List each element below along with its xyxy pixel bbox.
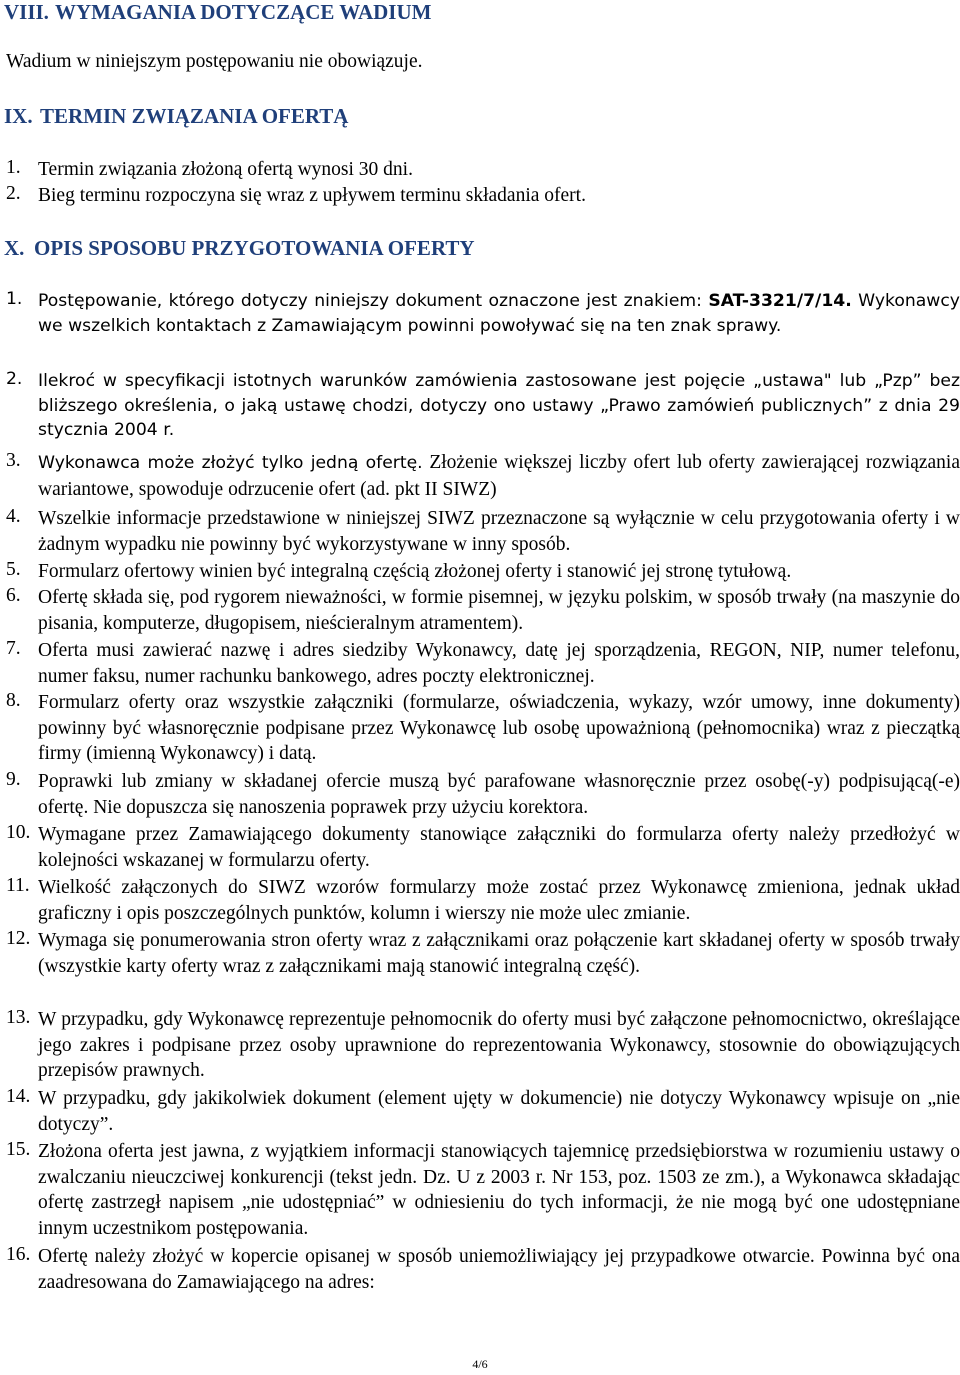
- list-item: [6, 157, 960, 183]
- list-item: [6, 1007, 960, 1084]
- item-number: 7.: [6, 638, 21, 659]
- list-item: [6, 369, 960, 443]
- list-item: [6, 506, 960, 557]
- section-8-text: Wadium w niniejszym postępowaniu nie obowiązuje.: [6, 51, 423, 72]
- item-number: 11.: [6, 875, 30, 896]
- item-text-part: Złożenie większej liczby ofert lub oferty zawierającej rozwiązania wariantowe, spowoduje odrzucenie ofert (ad. pkt II SIWZ): [38, 452, 960, 500]
- item-number: 2.: [6, 183, 21, 204]
- item-text: Wszelkie informacje przedstawione w niniejszej SIWZ przeznaczone są wyłącznie w celu przygotowania oferty i w żadnym wypadku nie powinny być wykorzystywane w inny sposób.: [38, 508, 960, 555]
- item-number: 3.: [6, 450, 21, 471]
- item-number: 15.: [6, 1139, 31, 1160]
- item-text: W przypadku, gdy jakikolwiek dokument (element ujęty w dokumencie) nie dotyczy Wykonawcy wpisuje on „nie dotyczy”.: [38, 1088, 960, 1135]
- list-item: [6, 585, 960, 636]
- list-item: [6, 450, 960, 502]
- section-9-heading: [4, 104, 348, 129]
- item-text: Złożona oferta jest jawna, z wyjątkiem informacji stanowiących tajemnicę przedsiębiorstwa w rozumieniu ustawy o zwalczaniu nieuczciwej konkurencji (tekst jedn. Dz. U z 2003 r. Nr 153, poz. 1503 ze zm.), a Wykonawca składając ofertę zastrzegł napisem „nie udostępniać” w odniesieniu do tych informacji, że nie mogą być one udostępniane innym uczestnikom postępowania.: [38, 1141, 960, 1239]
- item-number: 8.: [6, 690, 21, 711]
- item-text: Termin związania złożoną ofertą wynosi 30 dni.: [38, 159, 413, 180]
- item-number: 10.: [6, 822, 31, 843]
- list-item: [6, 769, 960, 820]
- section-title: OPIS SPOSOBU PRZYGOTOWANIA OFERTY: [34, 236, 475, 260]
- item-number: 5.: [6, 559, 21, 580]
- list-item: [6, 690, 960, 767]
- item-text: Wymagane przez Zamawiającego dokumenty stanowiące załączniki do formularza oferty należy przedłożyć w kolejności wskazanej w formularzu oferty.: [38, 824, 960, 871]
- item-number: 1.: [6, 289, 23, 309]
- item-number: 1.: [6, 157, 21, 178]
- section-title: TERMIN ZWIĄZANIA OFERTĄ: [40, 104, 349, 128]
- item-number: 14.: [6, 1086, 31, 1107]
- item-text: Formularz ofertowy winien być integralną częścią złożonej oferty i stanowić jej stronę tytułową.: [38, 561, 792, 582]
- item-number: 12.: [6, 928, 31, 949]
- item-number: 6.: [6, 585, 21, 606]
- item-text: Ilekroć w specyfikacji istotnych warunków zamówienia zastosowane jest pojęcie „ustawa" lub „Pzp” bez bliższego określenia, o jaką ustawę chodzi, dotyczy ono ustawy „Prawo zamówień publicznych” z dnia 29 stycznia 2004 r.: [38, 371, 960, 441]
- item-number: 9.: [6, 769, 21, 790]
- list-item: [6, 875, 960, 926]
- item-number: 4.: [6, 506, 21, 527]
- case-signature: SAT-3321/7/14.: [708, 291, 852, 311]
- list-item: [6, 1139, 960, 1241]
- list-item: [6, 1244, 960, 1295]
- item-number: 2.: [6, 369, 23, 389]
- item-text: [38, 289, 960, 338]
- item-number: 16.: [6, 1244, 31, 1265]
- section-number: IX.: [4, 104, 33, 128]
- list-item: [6, 183, 960, 209]
- item-text: W przypadku, gdy Wykonawcę reprezentuje pełnomocnik do oferty musi być załączone pełnomocnictwo, określające jego zakres i podpisane przez osoby uprawnione do reprezentowania Wykonawcy, stosownie do obowiązujących przepisów prawnych.: [38, 1009, 960, 1082]
- section-10-heading: [4, 236, 475, 261]
- item-text: Bieg terminu rozpoczyna się wraz z upływem terminu składania ofert.: [38, 185, 586, 206]
- item-text: Wielkość załączonych do SIWZ wzorów formularzy może zostać przez Wykonawcę zmieniona, jednak układ graficzny i opis poszczególnych punktów, kolumn i wierszy nie może ulec zmianie.: [38, 877, 960, 924]
- list-item: [6, 638, 960, 689]
- section-number: VIII.: [4, 0, 49, 24]
- item-text: Oferta musi zawierać nazwę i adres siedziby Wykonawcy, datę jej sporządzenia, REGON, NIP, numer telefonu, numer faksu, numer rachunku bankowego, adres poczty elektronicznej.: [38, 640, 960, 687]
- list-item: [6, 289, 960, 338]
- item-text: [38, 450, 960, 502]
- item-text: Poprawki lub zmiany w składanej ofercie muszą być parafowane własnoręcznie przez osobę(-y) podpisującą(-e) ofertę. Nie dopuszcza się nanoszenia poprawek przy użyciu korektora.: [38, 771, 960, 818]
- section-title: WYMAGANIA DOTYCZĄCE WADIUM: [55, 0, 432, 24]
- list-item: [6, 1086, 960, 1137]
- section-number: X.: [4, 236, 25, 260]
- item-text-part: Postępowanie, którego dotyczy niniejszy dokument oznaczone jest znakiem:: [38, 291, 709, 311]
- item-text-part: Wykonawcy we wszelkich kontaktach z Zamawiającym powinni powoływać się na ten znak sprawy.: [38, 291, 960, 336]
- list-item: [6, 928, 960, 979]
- list-item: [6, 559, 960, 585]
- item-text-part: Wykonawca może złożyć tylko jedną ofertę.: [38, 453, 423, 473]
- section-8-heading: [4, 0, 431, 25]
- item-number: 13.: [6, 1007, 31, 1028]
- item-text: Ofertę składa się, pod rygorem nieważności, w formie pisemnej, w języku polskim, w sposób trwały (na maszynie do pisania, komputerze, długopisem, nieścieralnym atramentem).: [38, 587, 960, 634]
- item-text: Ofertę należy złożyć w kopercie opisanej w sposób uniemożliwiający jej przypadkowe otwarcie. Powinna być ona zaadresowana do Zamawiającego na adres:: [38, 1246, 960, 1293]
- item-text: Wymaga się ponumerowania stron oferty wraz z załącznikami oraz połączenie kart składanej oferty w sposób trwały (wszystkie karty oferty wraz z załącznikami mają stanowić integralną część).: [38, 930, 960, 977]
- page-number: 4/6: [472, 1357, 488, 1371]
- item-text: Formularz oferty oraz wszystkie załączniki (formularze, oświadczenia, wykazy, wzór umowy, inne dokumenty) powinny być własnoręcznie podpisane przez Wykonawcę lub osobę upoważnioną (pełnomocnika) wraz z pieczątką firmy (imienną Wykonawcy) i datą.: [38, 692, 960, 765]
- list-item: [6, 822, 960, 873]
